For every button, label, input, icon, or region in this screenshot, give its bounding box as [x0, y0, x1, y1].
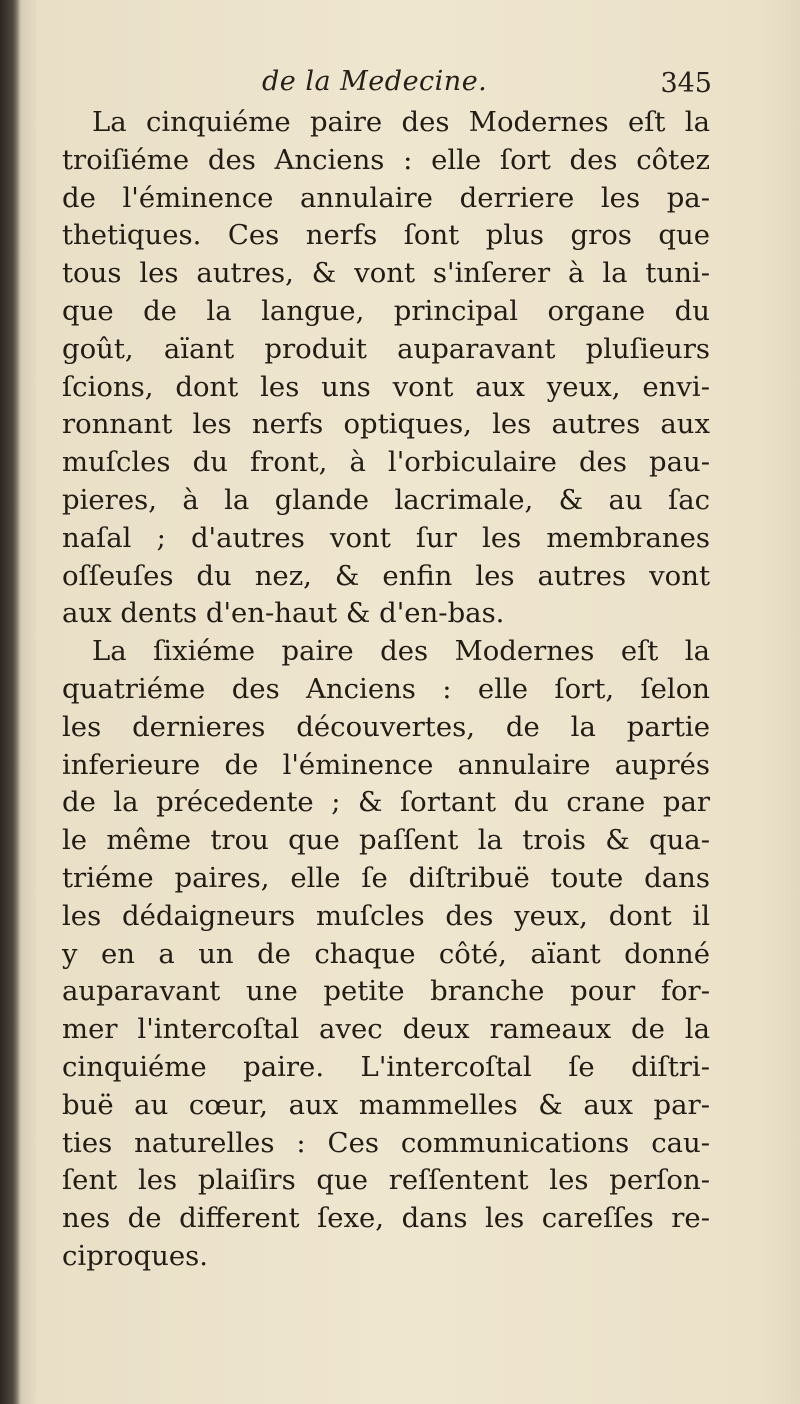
text-line: nes de different ſexe, dans les careſſes re-: [62, 1202, 710, 1235]
text-line: de la précedente ; & ſortant du crane par: [62, 786, 710, 819]
text-line: que de la langue, principal organe du: [62, 294, 710, 327]
text-line: thetiques. Ces nerfs ſont plus gros que: [62, 219, 710, 252]
text-line: ties naturelles : Ces communications cau-: [62, 1126, 710, 1159]
text-line: La cinquiéme paire des Modernes eſt la: [92, 106, 710, 138]
text-line: quatriéme des Anciens : elle ſort, ſelon: [62, 672, 710, 705]
text-line: goût, aïant produit auparavant pluſieurs: [62, 332, 710, 365]
text-line: pieres, à la glande lacrimale, & au ſac: [62, 483, 710, 516]
text-line: le même trou que paſſent la trois & qua-: [62, 824, 710, 857]
body-text: [62, 104, 710, 1276]
book-spine-shadow: [0, 0, 20, 1404]
text-line: muſcles du front, à l'orbiculaire des pau-: [62, 446, 710, 479]
text-line: buë au cœur, aux mammelles & aux par-: [62, 1088, 710, 1121]
text-line: aux dents d'en-haut & d'en-bas.: [62, 597, 505, 630]
text-line: ſcions, dont les uns vont aux yeux, envi-: [62, 370, 710, 403]
text-line: y en a un de chaque côté, aïant donné: [62, 937, 710, 970]
text-line: tous les autres, & vont s'inſerer à la tuni-: [62, 257, 710, 290]
text-line: mer l'intercoſtal avec deux rameaux de la: [62, 1013, 710, 1046]
text-line: les dernieres découvertes, de la partie: [62, 710, 710, 743]
text-line: troiſiéme des Anciens : elle ſort des côtez: [62, 143, 710, 176]
text-line: les dédaigneurs muſcles des yeux, dont il: [62, 899, 710, 932]
text-line: ciproques.: [62, 1239, 208, 1272]
running-head: [62, 66, 712, 106]
page-number: 345: [660, 68, 712, 99]
running-head-title: de la Medecine.: [262, 66, 488, 97]
text-line: inferieure de l'éminence annulaire auprés: [62, 748, 710, 781]
text-line: ronnant les nerfs optiques, les autres aux: [62, 408, 710, 441]
text-line: ſent les plaiſirs que reſſentent les perſon-: [62, 1164, 710, 1197]
paragraph-2: [62, 633, 710, 1276]
text-line: naſal ; d'autres vont ſur les membranes: [62, 521, 710, 554]
text-line: de l'éminence annulaire derriere les pa-: [62, 181, 710, 214]
text-line: triéme paires, elle ſe diſtribuë toute dans: [62, 861, 710, 894]
text-line: oſſeuſes du nez, & enfin les autres vont: [62, 559, 710, 592]
paragraph-1: [62, 104, 710, 633]
text-line: La ſixiéme paire des Modernes eſt la: [92, 635, 710, 668]
text-line: cinquiéme paire. L'intercoſtal ſe diſtri-: [62, 1050, 710, 1083]
text-line: auparavant une petite branche pour for-: [62, 975, 710, 1008]
